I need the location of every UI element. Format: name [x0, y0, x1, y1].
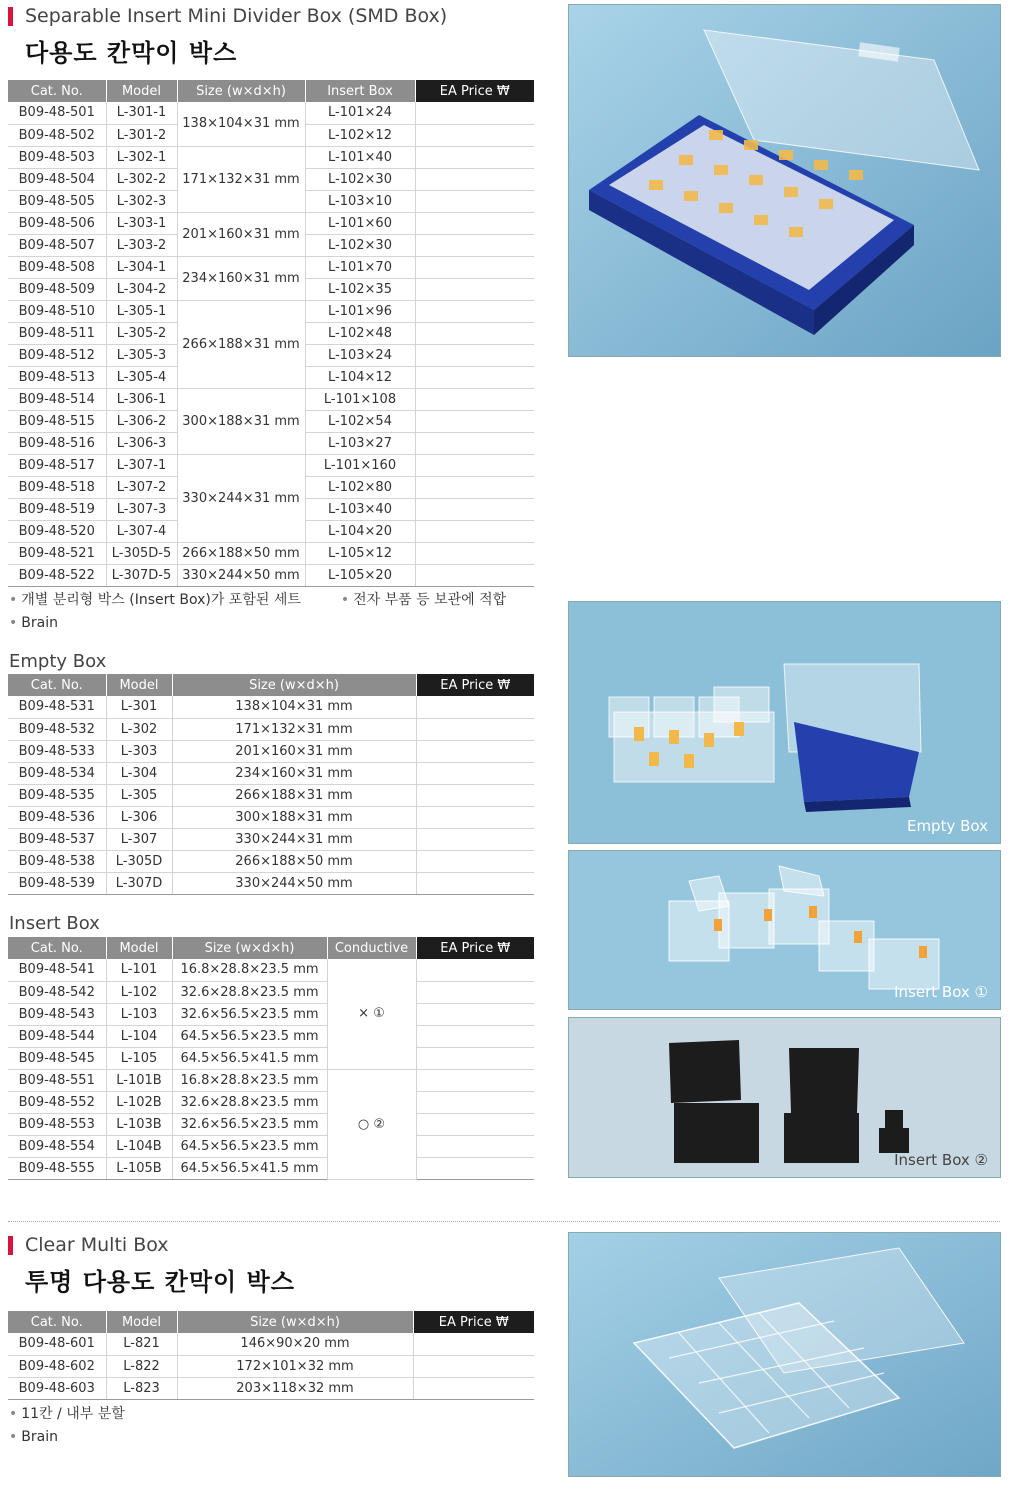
model-cell: L-305D-5: [106, 542, 177, 564]
size-cell: 32.6×28.8×23.5 mm: [172, 981, 327, 1003]
model-cell: L-301-2: [106, 124, 177, 146]
size-cell: 64.5×56.5×41.5 mm: [172, 1047, 327, 1069]
price-cell: [416, 1047, 534, 1069]
table-row: [8, 1003, 534, 1025]
bullet-icon: •: [9, 1429, 18, 1445]
model-cell: L-302-1: [106, 146, 177, 168]
size-cell: 266×188×31 mm: [177, 300, 305, 388]
price-cell: [416, 1157, 534, 1179]
header-model: Model: [106, 1311, 177, 1333]
model-cell: L-305-1: [106, 300, 177, 322]
insert-box-cell: L-104×20: [305, 520, 415, 542]
table-row: [8, 1333, 534, 1355]
smd-spec-table: [8, 80, 534, 587]
table-row: [8, 1025, 534, 1047]
size-cell: 64.5×56.5×23.5 mm: [172, 1025, 327, 1047]
insert-box-cell: L-101×24: [305, 102, 415, 124]
size-cell: 138×104×31 mm: [177, 102, 305, 146]
price-cell: [416, 1069, 534, 1091]
insert-box-cell: L-102×54: [305, 410, 415, 432]
insert-box-cell: L-101×70: [305, 256, 415, 278]
size-cell: 64.5×56.5×41.5 mm: [172, 1157, 327, 1179]
price-cell: [415, 124, 534, 146]
model-cell: L-301: [106, 696, 172, 718]
table-row: [8, 102, 534, 124]
cat-no-cell: B09-48-601: [8, 1333, 106, 1355]
model-cell: L-304: [106, 762, 172, 784]
insert-box-cell: L-101×108: [305, 388, 415, 410]
cat-no-cell: B09-48-555: [8, 1157, 106, 1179]
smd-title-ko: 다용도 칸막이 박스: [25, 39, 238, 67]
header-size: Size (w×d×h): [177, 80, 305, 102]
cat-no-cell: B09-48-543: [8, 1003, 106, 1025]
price-cell: [416, 828, 534, 850]
header-model: Model: [106, 80, 177, 102]
cat-no-cell: B09-48-522: [8, 564, 106, 586]
table-row: [8, 564, 534, 586]
model-cell: L-102: [106, 981, 172, 1003]
smd-notes: [9, 589, 506, 635]
price-cell: [416, 959, 534, 981]
price-cell: [415, 102, 534, 124]
model-cell: L-307: [106, 828, 172, 850]
insert-box-cell: L-105×20: [305, 564, 415, 586]
insert-box-cell: L-101×160: [305, 454, 415, 476]
size-cell: 201×160×31 mm: [172, 740, 416, 762]
table-row: [8, 212, 534, 234]
smd-note-2: 전자 부품 등 보관에 적합: [353, 592, 507, 608]
insert-box-cell: L-103×24: [305, 344, 415, 366]
price-cell: [416, 696, 534, 718]
bullet-icon: •: [340, 592, 350, 608]
clear-box-table: [8, 1311, 534, 1400]
size-cell: 300×188×31 mm: [172, 806, 416, 828]
price-cell: [416, 872, 534, 894]
accent-bar: [8, 7, 13, 26]
price-cell: [415, 542, 534, 564]
size-cell: 234×160×31 mm: [177, 256, 305, 300]
header-insert-box: Insert Box: [305, 80, 415, 102]
bullet-icon: •: [9, 1406, 18, 1422]
size-cell: 146×90×20 mm: [177, 1333, 413, 1355]
cat-no-cell: B09-48-501: [8, 102, 106, 124]
insert-box-1-photo: [568, 850, 1001, 1010]
insert-box-cell: L-105×12: [305, 542, 415, 564]
cat-no-cell: B09-48-508: [8, 256, 106, 278]
model-cell: L-823: [106, 1377, 177, 1399]
cat-no-cell: B09-48-511: [8, 322, 106, 344]
header-price: EA Price ₩: [416, 674, 534, 696]
size-cell: 171×132×31 mm: [177, 146, 305, 212]
table-row: [8, 784, 534, 806]
model-cell: L-307D-5: [106, 564, 177, 586]
empty-box-title: Empty Box: [9, 651, 107, 672]
section-divider: [8, 1221, 1000, 1222]
price-cell: [415, 410, 534, 432]
model-cell: L-306: [106, 806, 172, 828]
table-row: [8, 1355, 534, 1377]
size-cell: 300×188×31 mm: [177, 388, 305, 454]
price-cell: [415, 476, 534, 498]
size-cell: 266×188×31 mm: [172, 784, 416, 806]
insert-box-2-caption: Insert Box ②: [894, 1151, 988, 1169]
table-row: [8, 1113, 534, 1135]
bullet-icon: •: [9, 615, 18, 631]
price-cell: [415, 432, 534, 454]
model-cell: L-305: [106, 784, 172, 806]
table-row: [8, 696, 534, 718]
price-cell: [416, 784, 534, 806]
cat-no-cell: B09-48-510: [8, 300, 106, 322]
accent-bar: [8, 1236, 13, 1255]
table-row: [8, 1069, 534, 1091]
model-cell: L-306-1: [106, 388, 177, 410]
header-size: Size (w×d×h): [172, 674, 416, 696]
model-cell: L-104B: [106, 1135, 172, 1157]
table-row: [8, 850, 534, 872]
table-row: [8, 806, 534, 828]
table-row: [8, 718, 534, 740]
price-cell: [415, 278, 534, 300]
size-cell: 138×104×31 mm: [172, 696, 416, 718]
table-header-row: [8, 1311, 534, 1333]
cat-no-cell: B09-48-534: [8, 762, 106, 784]
cat-no-cell: B09-48-552: [8, 1091, 106, 1113]
header-model: Model: [106, 674, 172, 696]
insert-box-1-caption: Insert Box ①: [894, 983, 988, 1001]
cat-no-cell: B09-48-541: [8, 959, 106, 981]
price-cell: [415, 366, 534, 388]
header-model: Model: [106, 937, 172, 959]
cat-no-cell: B09-48-513: [8, 366, 106, 388]
model-cell: L-307-3: [106, 498, 177, 520]
model-cell: L-304-2: [106, 278, 177, 300]
price-cell: [416, 981, 534, 1003]
cat-no-cell: B09-48-539: [8, 872, 106, 894]
insert-box-cell: L-101×96: [305, 300, 415, 322]
model-cell: L-101B: [106, 1069, 172, 1091]
cat-no-cell: B09-48-545: [8, 1047, 106, 1069]
clear-note-1: 11칸 / 내부 분할: [21, 1406, 125, 1422]
size-cell: 330×244×50 mm: [172, 872, 416, 894]
model-cell: L-105B: [106, 1157, 172, 1179]
cat-no-cell: B09-48-521: [8, 542, 106, 564]
insert-box-cell: L-102×80: [305, 476, 415, 498]
model-cell: L-822: [106, 1355, 177, 1377]
size-cell: 16.8×28.8×23.5 mm: [172, 1069, 327, 1091]
smd-box-photo: [568, 4, 1001, 357]
model-cell: L-103: [106, 1003, 172, 1025]
conductive-cell: × ①: [327, 959, 416, 1069]
cat-no-cell: B09-48-514: [8, 388, 106, 410]
size-cell: 32.6×56.5×23.5 mm: [172, 1113, 327, 1135]
model-cell: L-306-3: [106, 432, 177, 454]
cat-no-cell: B09-48-538: [8, 850, 106, 872]
cat-no-cell: B09-48-542: [8, 981, 106, 1003]
model-cell: L-305-3: [106, 344, 177, 366]
price-cell: [416, 1113, 534, 1135]
model-cell: L-821: [106, 1333, 177, 1355]
cat-no-cell: B09-48-532: [8, 718, 106, 740]
conductive-cell: ○ ②: [327, 1069, 416, 1179]
header-price: EA Price ₩: [416, 937, 534, 959]
size-cell: 203×118×32 mm: [177, 1377, 413, 1399]
cat-no-cell: B09-48-515: [8, 410, 106, 432]
smd-box-illustration: [569, 5, 1001, 357]
cat-no-cell: B09-48-503: [8, 146, 106, 168]
clear-brand: Brain: [21, 1429, 58, 1445]
empty-box-illustration: [569, 602, 1001, 844]
smd-title-en: Separable Insert Mini Divider Box (SMD Box): [25, 5, 448, 27]
price-cell: [416, 762, 534, 784]
table-header-row: [8, 674, 534, 696]
table-row: [8, 828, 534, 850]
size-cell: 64.5×56.5×23.5 mm: [172, 1135, 327, 1157]
price-cell: [415, 168, 534, 190]
cat-no-cell: B09-48-504: [8, 168, 106, 190]
insert-box-cell: L-101×60: [305, 212, 415, 234]
model-cell: L-302-3: [106, 190, 177, 212]
price-cell: [415, 454, 534, 476]
model-cell: L-303-1: [106, 212, 177, 234]
size-cell: 32.6×28.8×23.5 mm: [172, 1091, 327, 1113]
price-cell: [415, 322, 534, 344]
table-row: [8, 256, 534, 278]
price-cell: [415, 146, 534, 168]
model-cell: L-102B: [106, 1091, 172, 1113]
cat-no-cell: B09-48-518: [8, 476, 106, 498]
size-cell: 330×244×31 mm: [177, 454, 305, 542]
price-cell: [413, 1333, 534, 1355]
insert-box-cell: L-104×12: [305, 366, 415, 388]
model-cell: L-306-2: [106, 410, 177, 432]
insert-box-cell: L-102×48: [305, 322, 415, 344]
cat-no-cell: B09-48-519: [8, 498, 106, 520]
price-cell: [413, 1377, 534, 1399]
insert-box-table: [8, 937, 534, 1180]
insert-box-cell: L-103×40: [305, 498, 415, 520]
header-size: Size (w×d×h): [172, 937, 327, 959]
insert-box-cell: L-103×27: [305, 432, 415, 454]
price-cell: [415, 234, 534, 256]
cat-no-cell: B09-48-533: [8, 740, 106, 762]
table-row: [8, 740, 534, 762]
size-cell: 330×244×50 mm: [177, 564, 305, 586]
model-cell: L-105: [106, 1047, 172, 1069]
table-row: [8, 1157, 534, 1179]
cat-no-cell: B09-48-551: [8, 1069, 106, 1091]
cat-no-cell: B09-48-553: [8, 1113, 106, 1135]
smd-note-1: 개별 분리형 박스 (Insert Box)가 포함된 세트: [21, 592, 301, 608]
cat-no-cell: B09-48-536: [8, 806, 106, 828]
price-cell: [416, 806, 534, 828]
cat-no-cell: B09-48-602: [8, 1355, 106, 1377]
table-header-row: [8, 937, 534, 959]
price-cell: [416, 1091, 534, 1113]
smd-brand: Brain: [21, 615, 58, 631]
cat-no-cell: B09-48-535: [8, 784, 106, 806]
insert-box-cell: L-102×30: [305, 234, 415, 256]
cat-no-cell: B09-48-531: [8, 696, 106, 718]
table-row: [8, 454, 534, 476]
table-row: [8, 542, 534, 564]
size-cell: 266×188×50 mm: [177, 542, 305, 564]
cat-no-cell: B09-48-516: [8, 432, 106, 454]
empty-box-caption: Empty Box: [906, 817, 988, 835]
model-cell: L-303-2: [106, 234, 177, 256]
model-cell: L-302: [106, 718, 172, 740]
price-cell: [416, 740, 534, 762]
price-cell: [415, 564, 534, 586]
model-cell: L-305D: [106, 850, 172, 872]
price-cell: [415, 498, 534, 520]
model-cell: L-307-4: [106, 520, 177, 542]
cat-no-cell: B09-48-505: [8, 190, 106, 212]
header-cat-no: Cat. No.: [8, 80, 106, 102]
cat-no-cell: B09-48-517: [8, 454, 106, 476]
model-cell: L-101: [106, 959, 172, 981]
table-row: [8, 981, 534, 1003]
price-cell: [416, 1003, 534, 1025]
cat-no-cell: B09-48-506: [8, 212, 106, 234]
table-row: [8, 1091, 534, 1113]
empty-box-photo: [568, 601, 1001, 844]
insert-box-title: Insert Box: [9, 913, 100, 934]
model-cell: L-302-2: [106, 168, 177, 190]
price-cell: [416, 1135, 534, 1157]
header-cat-no: Cat. No.: [8, 937, 106, 959]
header-conductive: Conductive: [327, 937, 416, 959]
clear-title-en: Clear Multi Box: [25, 1234, 169, 1256]
smd-section-header: [8, 5, 447, 68]
model-cell: L-305-4: [106, 366, 177, 388]
table-row: [8, 872, 534, 894]
model-cell: L-303: [106, 740, 172, 762]
table-row: [8, 388, 534, 410]
size-cell: 172×101×32 mm: [177, 1355, 413, 1377]
model-cell: L-307-2: [106, 476, 177, 498]
header-cat-no: Cat. No.: [8, 674, 106, 696]
size-cell: 234×160×31 mm: [172, 762, 416, 784]
price-cell: [415, 212, 534, 234]
cat-no-cell: B09-48-554: [8, 1135, 106, 1157]
price-cell: [415, 300, 534, 322]
header-price: EA Price ₩: [415, 80, 534, 102]
model-cell: L-307D: [106, 872, 172, 894]
price-cell: [415, 256, 534, 278]
cat-no-cell: B09-48-603: [8, 1377, 106, 1399]
insert-box-cell: L-102×12: [305, 124, 415, 146]
price-cell: [415, 388, 534, 410]
cat-no-cell: B09-48-502: [8, 124, 106, 146]
table-row: [8, 762, 534, 784]
table-row: [8, 1135, 534, 1157]
price-cell: [416, 1025, 534, 1047]
header-size: Size (w×d×h): [177, 1311, 413, 1333]
header-price: EA Price ₩: [413, 1311, 534, 1333]
clear-box-illustration: [569, 1233, 1001, 1477]
model-cell: L-301-1: [106, 102, 177, 124]
cat-no-cell: B09-48-509: [8, 278, 106, 300]
model-cell: L-104: [106, 1025, 172, 1047]
insert-box-cell: L-102×35: [305, 278, 415, 300]
size-cell: 16.8×28.8×23.5 mm: [172, 959, 327, 981]
clear-title-ko: 투명 다용도 칸막이 박스: [25, 1268, 295, 1296]
bullet-icon: •: [9, 592, 18, 608]
header-cat-no: Cat. No.: [8, 1311, 106, 1333]
cat-no-cell: B09-48-537: [8, 828, 106, 850]
clear-notes: [9, 1403, 125, 1449]
model-cell: L-103B: [106, 1113, 172, 1135]
insert-box-2-photo: [568, 1017, 1001, 1178]
empty-box-table: [8, 674, 534, 895]
table-row: [8, 1047, 534, 1069]
insert-box-cell: L-101×40: [305, 146, 415, 168]
cat-no-cell: B09-48-520: [8, 520, 106, 542]
table-row: [8, 1377, 534, 1399]
price-cell: [415, 520, 534, 542]
cat-no-cell: B09-48-512: [8, 344, 106, 366]
price-cell: [415, 190, 534, 212]
price-cell: [413, 1355, 534, 1377]
table-row: [8, 300, 534, 322]
price-cell: [416, 850, 534, 872]
table-header-row: [8, 80, 534, 102]
insert-box-cell: L-102×30: [305, 168, 415, 190]
insert-box-cell: L-103×10: [305, 190, 415, 212]
table-row: [8, 146, 534, 168]
model-cell: L-305-2: [106, 322, 177, 344]
size-cell: 171×132×31 mm: [172, 718, 416, 740]
model-cell: L-307-1: [106, 454, 177, 476]
cat-no-cell: B09-48-507: [8, 234, 106, 256]
clear-section-header: [8, 1234, 295, 1297]
size-cell: 266×188×50 mm: [172, 850, 416, 872]
size-cell: 32.6×56.5×23.5 mm: [172, 1003, 327, 1025]
price-cell: [416, 718, 534, 740]
model-cell: L-304-1: [106, 256, 177, 278]
cat-no-cell: B09-48-544: [8, 1025, 106, 1047]
table-row: [8, 959, 534, 981]
clear-box-photo: [568, 1232, 1001, 1477]
size-cell: 330×244×31 mm: [172, 828, 416, 850]
price-cell: [415, 344, 534, 366]
size-cell: 201×160×31 mm: [177, 212, 305, 256]
